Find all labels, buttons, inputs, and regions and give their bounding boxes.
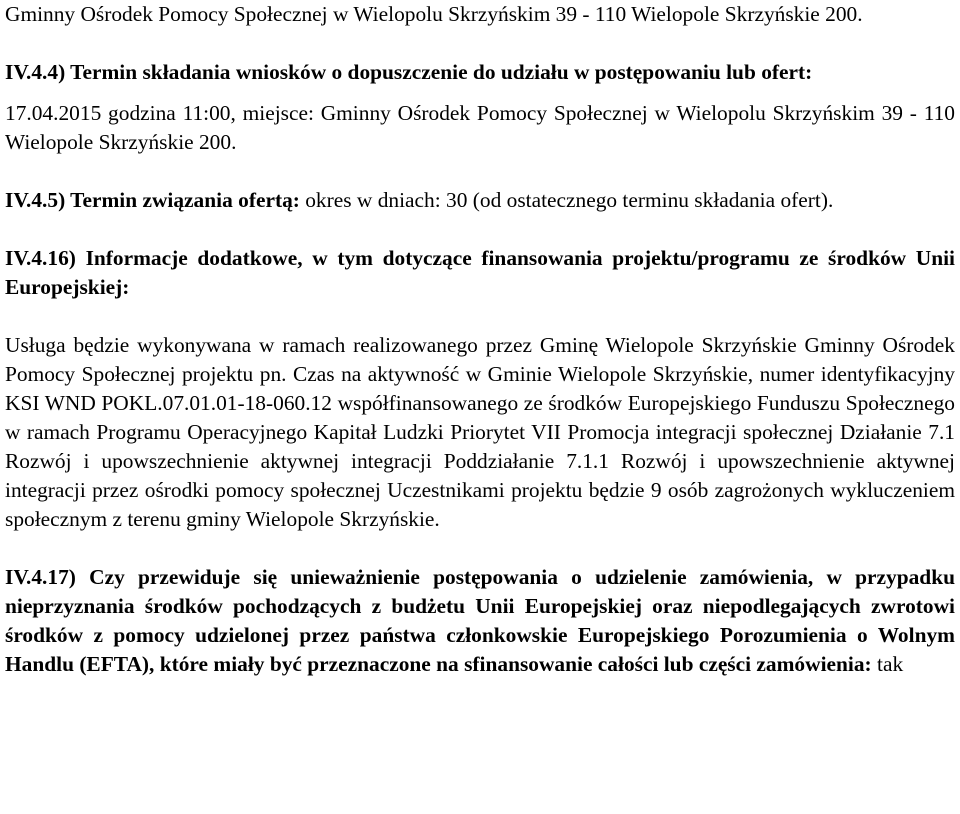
contracting-authority-address — [5, 0, 955, 29]
section-iv-4-17 — [5, 563, 955, 679]
submission-deadline — [5, 99, 955, 157]
section-iv-4-17-answer: tak — [871, 652, 904, 676]
section-iv-4-16-heading: IV.4.16) Informacje dodatkowe, w tym dotyczące finansowania projektu/programu ze środków Unii Europejskiej: — [5, 246, 955, 299]
section-iv-4-17-heading: IV.4.17) Czy przewiduje się unieważnienie postępowania o udzielenie zamówienia, w przypadku nieprzyznania środków pochodzących z budżetu Unii Europejskiej oraz niepodlegających zwrotowi środków z pomocy udzielonej przez państwa członkowskie Europejskiego Porozumienia o Wolnym Handlu (EFTA), które miały być przeznaczone na sfinansowanie całości lub części zamówienia: — [5, 565, 955, 676]
section-iv-4-4-heading: IV.4.4) Termin składania wniosków o dopuszczenie do udziału w postępowaniu lub ofert: — [5, 60, 813, 84]
section-iv-4-5-heading: IV.4.5) Termin związania ofertą: — [5, 188, 300, 212]
address-text: Gminny Ośrodek Pomocy Społecznej w Wielopolu Skrzyńskim 39 - 110 Wielopole Skrzyńskie 200. — [5, 2, 863, 26]
section-iv-4-5-text: okres w dniach: 30 (od ostatecznego terminu składania ofert). — [299, 188, 834, 212]
section-iv-4-16 — [5, 244, 955, 302]
submission-deadline-text: 17.04.2015 godzina 11:00, miejsce: Gminny Ośrodek Pomocy Społecznej w Wielopolu Skrzyńskim 39 - 110 Wielopole Skrzyńskie 200. — [5, 101, 955, 154]
section-iv-4-4 — [5, 58, 955, 87]
section-iv-4-5 — [5, 186, 955, 215]
additional-information — [5, 331, 955, 534]
additional-information-text: Usługa będzie wykonywana w ramach realizowanego przez Gminę Wielopole Skrzyńskie Gminny Ośrodek Pomocy Społecznej projektu pn. Czas na aktywność w Gminie Wielopole Skrzyńskie, numer identyfikacyjny KSI WND POKL.07.01.01-18-060.12 współfinansowanego ze środków Europejskiego Funduszu Społecznego w ramach Programu Operacyjnego Kapitał Ludzki Priorytet VII Promocja integracji społecznej Działanie 7.1 Rozwój i upowszechnienie aktywnej integracji Poddziałanie 7.1.1 Rozwój i upowszechnienie aktywnej integracji przez ośrodki pomocy społecznej Uczestnikami projektu będzie 9 osób zagrożonych wykluczeniem społecznym z terenu gminy Wielopole Skrzyńskie. — [5, 333, 955, 531]
document-body — [5, 0, 955, 679]
